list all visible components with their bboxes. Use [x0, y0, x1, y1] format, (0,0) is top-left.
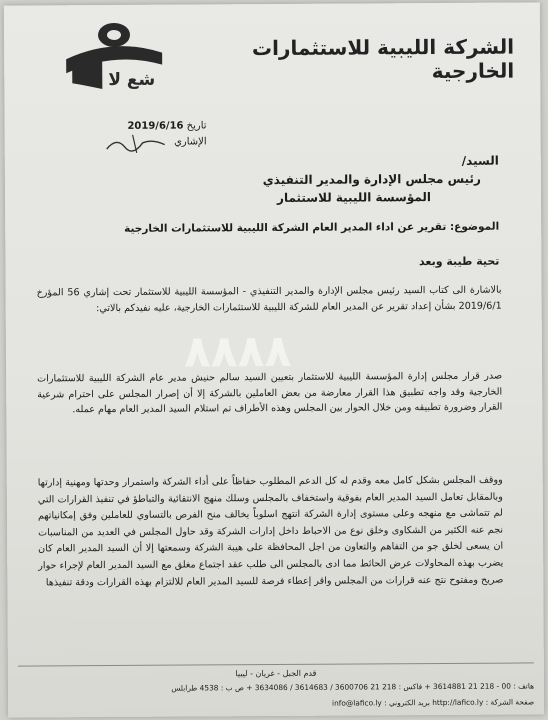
subject-line	[79, 221, 499, 236]
company-name: الشركة الليبية للاستثمارات الخارجية	[251, 34, 515, 84]
date-value: 2019/6/16	[127, 120, 184, 132]
paragraph-reference: بالاشارة الى كتاب السيد رئيس مجلس الإدارة والمدير التنفيذي - المؤسسة الليبية للاستثمار تحت إشاري 56 المؤرخ 2019/6/1 بشأن إعداد تقرير عن المدير العام للشركة الليبية للاستثمارات الخارجية، عليه نفيدكم بالاتي:	[36, 284, 502, 314]
date-label: تاريخ	[186, 120, 207, 132]
footer-contact-web: صفحة الشركة : http://lafico.ly بريد الكتروني : info@lafico.ly	[332, 697, 535, 708]
footer-divider	[18, 662, 534, 666]
handwritten-signature	[103, 131, 173, 157]
paragraph-conduct: ووقف المجلس بشكل كامل معه وقدم له كل الدعم المطلوب حفاظاً على أداء الشركة واستمرار وحدتها ومهنية إدارتها وبالمقابل تعامل السيد المدير العام بفوقية واستخفاف بالمجلس وسلك منهج الانتقائية والتباطؤ في تنفيذ القرارات التي لم تتماشى مع منهجه وعلى مستوى إدارة الشركة انتهج اسلوباً يخالف منح الفرص بالتساوي للعاملين وفق إمكانياتهم نجم عنه الكثير من الشكاوى وخلق نوع من الاحباط داخل إدارات الشركة وقد حاول المجلس في العديد من المناسبات ان يسعى لخلق جو من التفاهم والتعاون من اجل المحافظة على هيبة الشركة وسمعتها إلا أن السيد المدير العام كان يضرب بهذه المحاولات عرض الحائط مما ادى بالمجلس الى طلب عقد اجتماع مغلق مع السيد المدير العام لإجراء حوار صريح ومفتوح نتج عنه قرارات من المجلس واقر إعطاء فرصة للسيد المدير العام للالتزام بهذه القرارات ودقة تنفيذها	[37, 474, 504, 588]
subject-text: تقرير عن اداء المدير العام الشركة الليبية للاستثمارات الخارجية	[124, 220, 447, 235]
watermark: ۸۸۸۸	[183, 325, 292, 378]
greeting: تحية طيبة وبعد	[418, 254, 500, 269]
address-organization: المؤسسة الليبية للاستثمار	[276, 190, 432, 205]
footer-contact-phones: هاتف : 00 - 218 21 3614881 + فاكس : 218 21 3600706 / 3614683 / 3634086 + ص ب : 4538 طرابلس	[171, 681, 535, 693]
letter-page	[4, 2, 544, 717]
address-title: رئيس مجلس الإدارة والمدير التنفيذي	[262, 171, 481, 188]
subject-label: الموضوع:	[449, 220, 500, 233]
address-salutation: السيد/	[461, 153, 499, 168]
reference-label: الإشاري	[174, 136, 207, 148]
company-logo	[58, 15, 170, 98]
logo-text: شع لا	[108, 69, 156, 91]
footer-city: قدم الجبل - غريان - ليبيا	[235, 668, 317, 679]
paragraph-appointment: صدر قرار مجلس إدارة المؤسسة الليبية للاستثمار بتعيين السيد سالم حنيش مدير عام الشركة الليبية للاستثمارات الخارجية وقد واجه تطبيق هذا القرار معارضة من بعض العاملين بالشركة إلا أن إصرار المجلس على احترام شرعية القرار وضرورة تطبيقه ومن خلال الحوار بين المجلس وهذه الأطراف تم استلام السيد المدير العام مهام عمله.	[37, 370, 503, 416]
